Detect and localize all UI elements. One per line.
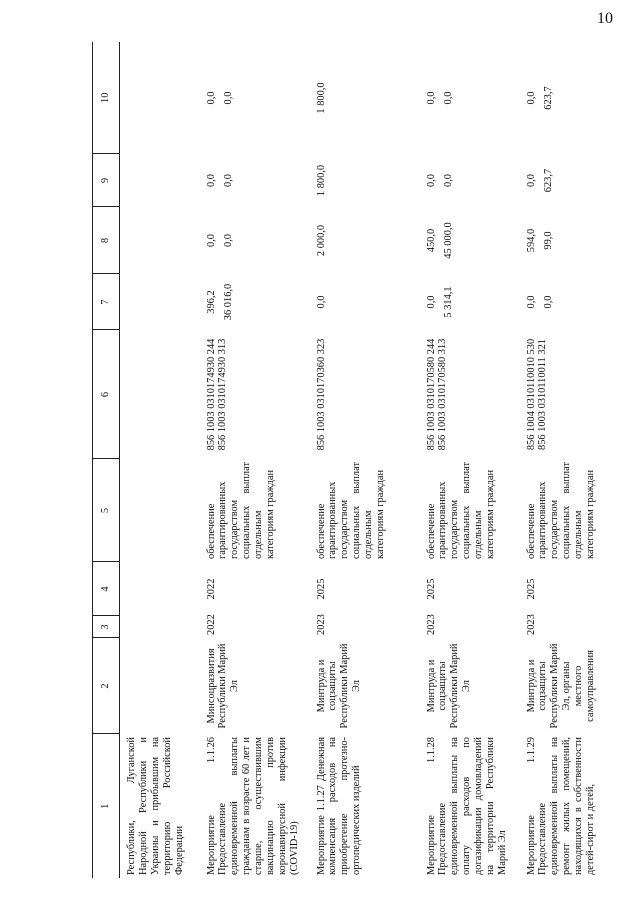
value: 0,0 [525, 91, 537, 105]
value-cell [200, 207, 310, 274]
end-year-cell: 2022 [205, 578, 217, 600]
value-cell [420, 207, 520, 274]
budget-code: 856 1003 0310110011 321 [537, 339, 549, 450]
program-activities-table [92, 42, 614, 878]
table-row [120, 42, 200, 878]
start-year-cell: 2023 [425, 614, 437, 635]
budget-code-cell [310, 330, 420, 459]
expected-result-cell: обеспечение гарантированных государством социальных выплат отдельным категориям граждан [205, 462, 277, 559]
column-header: 1 [93, 734, 120, 878]
value: 396,2 [205, 290, 217, 314]
expected-result-cell: обеспечение гарантированных государством социальных выплат отдельным категориям граждан [525, 462, 597, 559]
value-cell [310, 154, 420, 207]
value-cell [520, 154, 614, 207]
executor-cell: Минтруда и соцзащиты Республики Марий Эл, органы местного самоуправления [525, 643, 597, 729]
value: 36 016,0 [223, 283, 235, 321]
value: 1 800,0 [315, 82, 327, 114]
value: 594,0 [525, 228, 537, 253]
value-cell [310, 42, 420, 154]
budget-code-cell [520, 330, 614, 459]
value: 0,0 [425, 295, 437, 309]
activity-name-cell: Республики, Луганской Народной Республики и Украины и прибывшим на территорию Российской Федерации [126, 737, 185, 875]
value-cell [520, 274, 614, 330]
end-year-cell: 2025 [425, 578, 437, 600]
value-cell [310, 207, 420, 274]
table-header-row [93, 42, 120, 878]
value: 0,0 [525, 174, 537, 187]
table-row [520, 42, 614, 878]
activity-name-cell: Мероприятие 1.1.29 Предоставление единовременной выплаты на ремонт жилых помещений, находящихся в собственности детей-сирот и детей, [525, 737, 597, 875]
value: 0,0 [425, 174, 437, 187]
value-cell [420, 42, 520, 154]
value: 0,0 [543, 295, 555, 309]
budget-code: 856 1003 0310170580 244 [425, 338, 437, 451]
activity-name-cell: Мероприятие 1.1.27 Денежная компенсация расходов на приобретение протезно-ортопедических изделий [315, 737, 363, 875]
value: 99,0 [543, 231, 555, 250]
budget-code: 856 1003 0310174930 313 [217, 338, 229, 451]
value-cell [200, 154, 310, 207]
table-row [200, 42, 310, 878]
value: 0,0 [443, 174, 455, 187]
column-header: 10 [93, 42, 120, 154]
value: 0,0 [205, 174, 217, 187]
column-header: 8 [93, 207, 120, 274]
value: 0,0 [443, 91, 455, 105]
value: 0,0 [315, 295, 327, 309]
page-number: 10 [597, 10, 613, 27]
value: 450,0 [425, 228, 437, 253]
value-cell [420, 274, 520, 330]
budget-code-cell [420, 330, 520, 459]
budget-code: 856 1003 0310170580 313 [437, 338, 449, 451]
column-header: 3 [93, 616, 120, 638]
budget-code: 856 1003 0310170360 323 [315, 338, 327, 451]
start-year-cell: 2022 [205, 614, 217, 635]
budget-code: 856 1004 0310110010 530 [525, 338, 537, 451]
column-header: 2 [93, 638, 120, 734]
value: 0,0 [223, 234, 235, 247]
column-header: 6 [93, 330, 120, 459]
end-year-cell: 2025 [315, 578, 327, 600]
value: 0,0 [223, 91, 235, 105]
value: 2 000,0 [315, 224, 327, 257]
value: 0,0 [223, 174, 235, 187]
table-row [310, 42, 420, 878]
value-cell [200, 274, 310, 330]
end-year-cell: 2025 [525, 578, 537, 600]
value: 0,0 [525, 295, 537, 309]
start-year-cell: 2023 [525, 614, 537, 635]
start-year-cell: 2023 [315, 614, 327, 635]
budget-code-cell [200, 330, 310, 459]
value: 5 314,1 [443, 286, 455, 318]
value: 45 000,0 [443, 222, 455, 259]
value-cell [520, 207, 614, 274]
table-row [420, 42, 520, 878]
column-header: 4 [93, 562, 120, 616]
value-cell [420, 154, 520, 207]
budget-code: 856 1003 0310174930 244 [205, 338, 217, 451]
value: 0,0 [205, 234, 217, 247]
value: 1 800,0 [315, 164, 327, 197]
rotated-table-container [92, 42, 612, 878]
column-header: 9 [93, 154, 120, 207]
executor-cell: Минсоцразвития Республики Марий Эл [205, 643, 241, 729]
value: 0,0 [425, 91, 437, 105]
executor-cell: Минтруда и соцзащиты Республики Марий Эл [425, 643, 473, 729]
value: 623,7 [543, 86, 555, 110]
column-header: 7 [93, 274, 120, 330]
value-cell [200, 42, 310, 154]
value: 623,7 [543, 168, 555, 193]
column-header: 5 [93, 459, 120, 562]
value-cell [520, 42, 614, 154]
value-cell [310, 274, 420, 330]
activity-name-cell: Мероприятие 1.1.26 Предоставление единовременной выплаты гражданам в возрасте 60 лет и старше, осуществившим вакцинацию против коронавирусной инфекции (COVID-19) [205, 737, 301, 875]
executor-cell: Минтруда и соцзащиты Республики Марий Эл [315, 643, 363, 729]
expected-result-cell: обеспечение гарантированных государством социальных выплат отдельным категориям граждан [315, 462, 387, 559]
value: 0,0 [205, 91, 217, 105]
activity-name-cell: Мероприятие 1.1.28 Предоставление единовременной выплаты на оплату расходов по догазификации домовладений на территории Республики Марий Эл [425, 737, 509, 875]
expected-result-cell: обеспечение гарантированных государством социальных выплат отдельным категориям граждан [425, 462, 497, 559]
